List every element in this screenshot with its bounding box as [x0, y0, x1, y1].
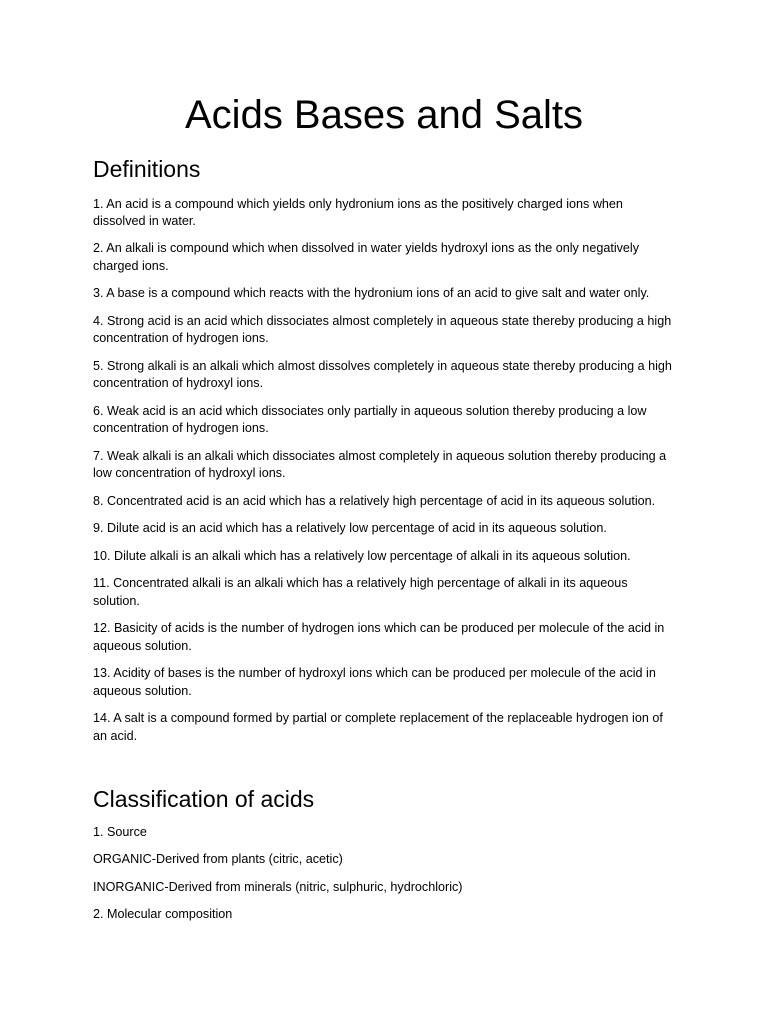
- definition-paragraph: 7. Weak alkali is an alkali which dissociates almost completely in aqueous solution thereby producing a low concentration of hydroxyl ions.: [93, 448, 667, 481]
- definition-paragraph: 5. Strong alkali is an alkali which almost dissolves completely in aqueous state thereby producing a high concentration of hydroxyl ions.: [93, 358, 672, 391]
- definition-paragraph: 13. Acidity of bases is the number of hydroxyl ions which can be produced per molecule of the acid in aqueous solution.: [93, 665, 656, 698]
- document-title: Acids Bases and Salts: [185, 93, 583, 137]
- definition-paragraph: 8. Concentrated acid is an acid which has a relatively high percentage of acid in its aqueous solution.: [93, 493, 656, 508]
- classification-list: [93, 824, 675, 934]
- definitions-list: [93, 196, 675, 755]
- definitions-heading: Definitions: [93, 156, 201, 182]
- definition-paragraph: 9. Dilute acid is an acid which has a relatively low percentage of acid in its aqueous solution.: [93, 521, 607, 536]
- definition-paragraph: 1. An acid is a compound which yields only hydronium ions as the positively charged ions when dissolved in water.: [93, 196, 623, 229]
- classification-heading: Classification of acids: [93, 786, 315, 812]
- definition-paragraph: 4. Strong acid is an acid which dissociates almost completely in aqueous state thereby producing a high concentration of hydrogen ions.: [93, 313, 672, 346]
- classification-paragraph: INORGANIC-Derived from minerals (nitric, sulphuric, hydrochloric): [93, 879, 463, 894]
- definition-paragraph: 6. Weak acid is an acid which dissociates only partially in aqueous solution thereby producing a low concentration of hydrogen ions.: [93, 403, 647, 436]
- classification-paragraph: 2. Molecular composition: [93, 907, 233, 922]
- classification-paragraph: 1. Source: [93, 825, 147, 839]
- definition-paragraph: 2. An alkali is compound which when dissolved in water yields hydroxyl ions as the only negatively charged ions.: [93, 241, 640, 274]
- classification-paragraph: ORGANIC-Derived from plants (citric, acetic): [93, 852, 343, 867]
- definition-paragraph: 12. Basicity of acids is the number of hydrogen ions which can be produced per molecule of the acid in aqueous solution.: [93, 620, 665, 653]
- definition-paragraph: 14. A salt is a compound formed by partial or complete replacement of the replaceable hydrogen ion of an acid.: [93, 710, 663, 743]
- definition-paragraph: 10. Dilute alkali is an alkali which has a relatively low percentage of alkali in its aqueous solution.: [93, 548, 631, 563]
- definition-paragraph: 3. A base is a compound which reacts with the hydronium ions of an acid to give salt and water only.: [93, 286, 650, 301]
- definition-paragraph: 11. Concentrated alkali is an alkali which has a relatively high percentage of alkali in its aqueous solution.: [93, 575, 628, 608]
